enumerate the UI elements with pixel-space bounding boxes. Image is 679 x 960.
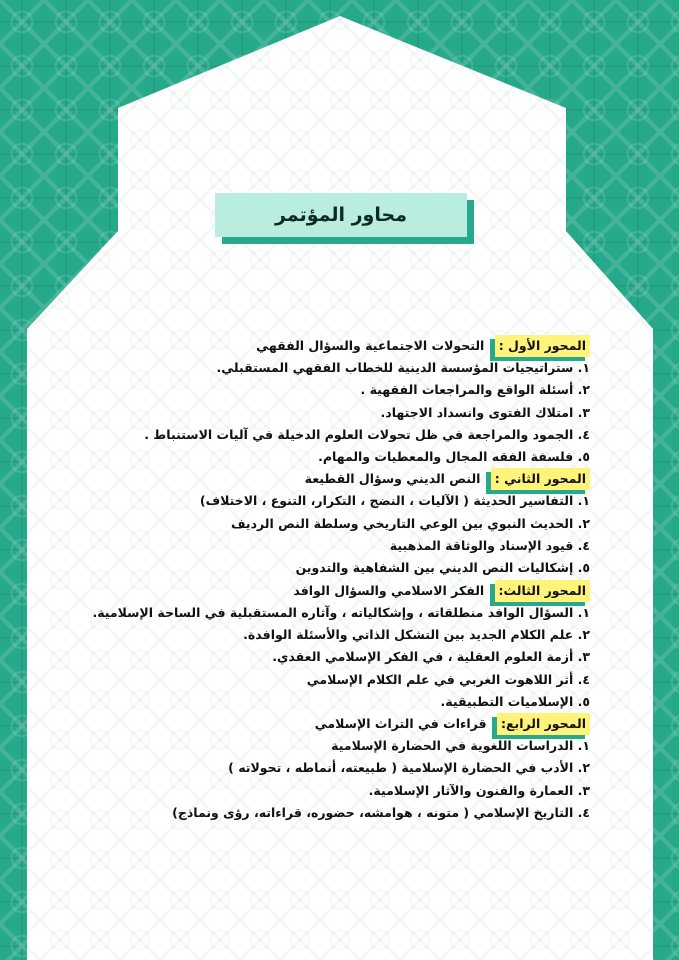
title-box [215, 193, 467, 237]
section-heading [60, 580, 590, 602]
list-item: ٥. إشكاليات النص الديني بين الشفاهية والتدوين [295, 560, 590, 576]
list-item: ١. ستراتيجيات المؤسسة الدينية للخطاب الفقهي المستقبلي. [216, 360, 590, 375]
list-item: ٤. الجمود والمراجعة في ظل تحولات العلوم الدخيلة في آليات الاستنباط . [144, 426, 590, 442]
list-item: ٥. فلسفة الفقه المجال والمعطيات والمهام. [318, 449, 590, 465]
list-item: ٢. أسئلة الواقع والمراجعات الفقهية . [360, 382, 590, 398]
list-item: ١. السؤال الوافد منطلقاته ، وإشكالياته ، وآثاره المستقبلية في الساحة الإسلامية. [92, 604, 590, 620]
page-title: محاور المؤتمر [275, 204, 407, 226]
axis-items [60, 735, 590, 824]
list-item: ٣. أزمة العلوم العقلية ، في الفكر الإسلامي العقدي. [272, 649, 590, 665]
section-axis-4 [60, 713, 590, 824]
axis-label-highlight: المحور الرابع: [497, 713, 590, 735]
section-heading [60, 468, 590, 490]
list-item: ٤. التاريخ الإسلامي ( متونه ، هوامشه، حضوره، قراءاته، رؤى ونماذج) [172, 805, 590, 821]
list-item: ٤. أثر اللاهوت الغربي في علم الكلام الإسلامي [306, 671, 590, 687]
section-axis-2 [60, 468, 590, 579]
list-item: ٣. امتلاك الفتوى وانسداد الاجتهاد. [380, 404, 590, 420]
list-item: ٣. العمارة والفنون والآثار الإسلامية. [368, 782, 590, 798]
list-item: ٥. الإسلاميات التطبيقية. [440, 693, 590, 709]
axis-title: قراءات في التراث الإسلامي [314, 716, 491, 732]
axis-title: التحولات الاجتماعية والسؤال الفقهي [256, 338, 489, 353]
axis-label-highlight: المحور الأول : [495, 335, 590, 357]
list-item: ٤. قيود الإسناد والوثاقة المذهبية [389, 538, 590, 554]
list-item: ١. التفاسير الحديثة ( الآليات ، النضج ، التكرار، التنوع ، الاختلاف) [199, 493, 590, 509]
list-item: ٢. الحديث النبوي بين الوعي التاريخي وسلطة النص الرديف [231, 515, 590, 531]
axis-title: الفكر الاسلامي والسؤال الوافد [293, 582, 489, 598]
section-heading [60, 335, 590, 357]
axes-list [60, 335, 590, 824]
list-item: ٢. علم الكلام الجديد بين التشكل الذاتي والأسئلة الوافدة. [243, 626, 590, 642]
list-item: ٢. الأدب في الحضارة الإسلامية ( طبيعته، أنماطه ، تحولاته ) [228, 760, 590, 776]
section-axis-3 [60, 580, 590, 713]
axis-title: النص الديني وسؤال القطيعة [304, 471, 485, 487]
axis-items [60, 602, 590, 713]
axis-label-highlight: المحور الثاني : [491, 468, 590, 490]
section-heading [60, 713, 590, 735]
axis-items [60, 490, 590, 579]
section-axis-1 [60, 335, 590, 468]
list-item: ١. الدراسات اللغوية في الحضارة الإسلامية [331, 738, 590, 754]
axis-label-highlight: المحور الثالث: [495, 580, 590, 602]
axis-items [60, 357, 590, 468]
